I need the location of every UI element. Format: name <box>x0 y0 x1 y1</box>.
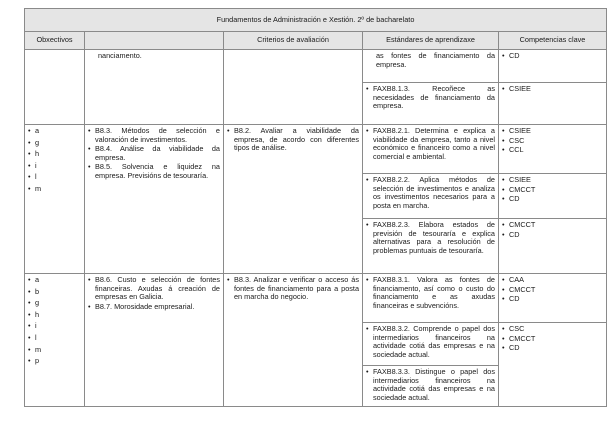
header-contents <box>85 32 224 50</box>
competence-item: • CSC <box>502 137 603 146</box>
objectives-cell <box>25 50 85 125</box>
competence-item: • CSIEE <box>502 176 603 185</box>
objectives-cell <box>25 274 85 407</box>
standard-cell <box>363 50 499 83</box>
criteria-cell <box>224 125 363 274</box>
header-objectives: Obxectivos <box>25 32 85 50</box>
table-row <box>25 50 607 83</box>
competence-item: • CD <box>502 231 603 240</box>
competences-cell <box>499 219 607 274</box>
objective-item: • a <box>28 276 81 285</box>
standard-text: • FAXB8.1.3. Recoñece as necesidades de financiamento da empresa. <box>366 85 495 111</box>
table-row <box>25 274 607 323</box>
competences-cell <box>499 125 607 174</box>
competences-cell <box>499 274 607 323</box>
header-competences: Competencias clave <box>499 32 607 50</box>
competence-item: • CSIEE <box>502 85 603 94</box>
competence-item: • CSC <box>502 325 603 334</box>
competence-item: • CMCCT <box>502 221 603 230</box>
objective-item: • a <box>28 127 81 136</box>
objective-item: • l <box>28 334 81 343</box>
objective-item: • g <box>28 139 81 148</box>
table-row <box>25 125 607 174</box>
standard-cell <box>363 83 499 125</box>
competences-cell <box>499 83 607 125</box>
standard-text: • FAXB8.2.1. Determina e explica a viabilidade da empresa, tanto a nivel económico e financeiro como a nivel comercial e ambiental. <box>366 127 495 161</box>
competences-cell <box>499 174 607 219</box>
objective-item: • m <box>28 346 81 355</box>
criterion-item: • B8.3. Analizar e verificar o acceso ás fontes de financiamento para a posta en marcha do negocio. <box>227 276 359 302</box>
standard-cell <box>363 174 499 219</box>
content-continued: nanciamento. <box>98 51 142 60</box>
standard-text: • FAXB8.3.3. Distingue o papel dos intermediarios financeiros na actividade cotiá das empresas e na sociedade actual. <box>366 368 495 402</box>
standard-text: • FAXB8.3.2. Comprende o papel dos intermediarios financeiros na actividade cotiá das empresas e na sociedade actual. <box>366 325 495 359</box>
content-item: • B8.4. Análise da viabilidade da empresa. <box>88 145 220 162</box>
content-item: • B8.3. Métodos de selección e valoración de investimentos. <box>88 127 220 144</box>
standard-text: • FAXB8.3.1. Valora as fontes de financiamento, así como o custo do financiamento e as axudas financeiras e subvencións. <box>366 276 495 310</box>
criteria-cell <box>224 274 363 407</box>
content-item: • B8.6. Custo e selección de fontes financeiras. Axudas á creación de empresas en Galicia. <box>88 276 220 302</box>
objective-item: • h <box>28 311 81 320</box>
competence-item: • CD <box>502 295 603 304</box>
header-criteria: Criterios de avaliación <box>224 32 363 50</box>
objective-item: • i <box>28 162 81 171</box>
standard-text: as fontes de financiamento da empresa. <box>376 51 495 69</box>
objective-item: • i <box>28 322 81 331</box>
objective-item: • l <box>28 173 81 182</box>
standard-text: • FAXB8.2.3. Elabora estados de previsión de tesouraría e explica alternativas para a resolución de problemas puntuais de tesouraría. <box>366 221 495 255</box>
competence-item: • CMCCT <box>502 186 603 195</box>
content-item: • B8.5. Solvencia e liquidez na empresa. Previsións de tesouraría. <box>88 163 220 180</box>
objective-item: • h <box>28 150 81 159</box>
competence-item: • CD <box>502 344 603 353</box>
contents-cell <box>85 50 224 125</box>
objective-item: • b <box>28 288 81 297</box>
competence-item: • CD <box>502 195 603 204</box>
competence-item: • CAA <box>502 276 603 285</box>
competence-item: • CSIEE <box>502 127 603 136</box>
competence-item: • CD <box>502 52 603 61</box>
contents-cell <box>85 274 224 407</box>
content-item: • B8.7. Morosidade empresarial. <box>88 303 220 312</box>
competences-cell <box>499 50 607 83</box>
table-title: Fundamentos de Administración e Xestión. 2º de bacharelato <box>25 9 607 32</box>
criterion-item: • B8.2. Avaliar a viabilidade da empresa, de acordo con diferentes tipos de análise. <box>227 127 359 153</box>
standard-cell <box>363 323 499 407</box>
standard-text: • FAXB8.2.2. Aplica métodos de selección de investimentos e analiza os investimentos necesarios para a posta en marcha. <box>366 176 495 210</box>
standard-cell <box>363 219 499 274</box>
contents-cell <box>85 125 224 274</box>
competence-item: • CCL <box>502 146 603 155</box>
criteria-cell <box>224 50 363 125</box>
standard-cell <box>363 125 499 174</box>
standard-cell <box>363 274 499 323</box>
competence-item: • CMCCT <box>502 335 603 344</box>
header-standards: Estándares de aprendizaxe <box>363 32 499 50</box>
objectives-cell <box>25 125 85 274</box>
objective-item: • m <box>28 185 81 194</box>
competences-cell <box>499 323 607 407</box>
objective-item: • g <box>28 299 81 308</box>
objective-item: • p <box>28 357 81 366</box>
curriculum-table <box>24 8 607 407</box>
competence-item: • CMCCT <box>502 286 603 295</box>
